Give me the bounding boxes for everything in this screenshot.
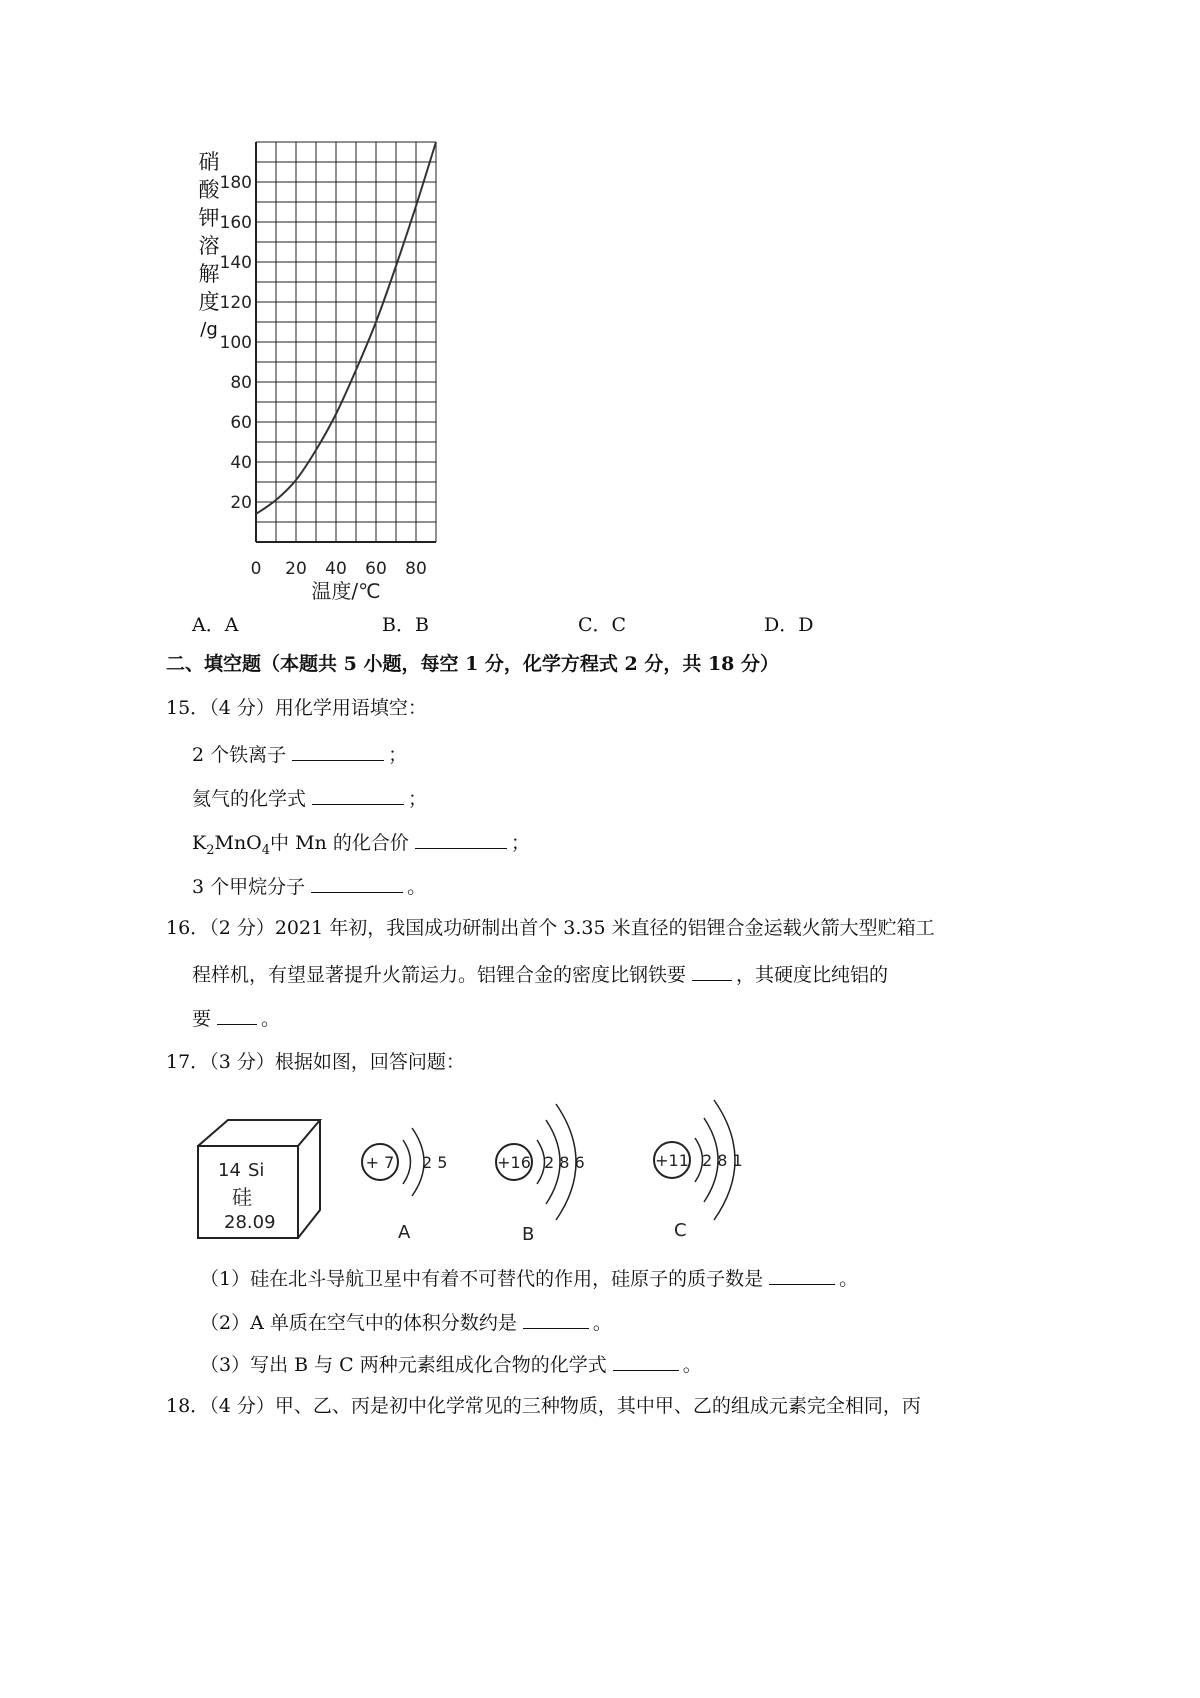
y-label-char: 解: [198, 262, 220, 286]
q16-line-2: 程样机，有望显著提升火箭运力。铝锂合金的密度比钢铁要 ，其硬度比纯铝的: [192, 964, 889, 986]
section-heading: 二、填空题（本题共 5 小题，每空 1 分，化学方程式 2 分，共 18 分）: [166, 653, 780, 675]
element-name: 硅: [232, 1185, 252, 1209]
answer-blank[interactable]: [613, 1352, 679, 1371]
q15-line-4: 3 个甲烷分子 。: [192, 876, 427, 898]
q17-stem: 17．（3 分）根据如图，回答问题：: [166, 1051, 465, 1073]
x-tick-label: 40: [325, 559, 347, 579]
answer-blank[interactable]: [217, 1006, 257, 1025]
q17-sub-1: （1）硅在北斗导航卫星中有着不可替代的作用，硅原子的质子数是 。: [200, 1268, 859, 1290]
element-symbol: Si: [248, 1160, 265, 1181]
option-d: D．D: [764, 614, 814, 636]
y-tick-label: 160: [220, 213, 252, 233]
y-label-char: 钾: [198, 206, 220, 230]
electron-shell-arc: [403, 1140, 411, 1184]
y-axis-label: [196, 148, 222, 344]
atom-label: C: [674, 1220, 687, 1241]
y-label-char: /g: [200, 319, 218, 340]
x-tick-label: 0: [250, 559, 262, 579]
q17-sub-3: （3）写出 B 与 C 两种元素组成化合物的化学式 。: [200, 1354, 702, 1376]
q18-line-1: 18．（4 分）甲、乙、丙是初中化学常见的三种物质，其中甲、乙的组成元素完全相同，丙: [166, 1395, 921, 1417]
nucleus-charge: +11: [655, 1151, 689, 1170]
y-tick-label: 100: [220, 333, 252, 353]
electron-configuration: 2 5: [422, 1153, 448, 1172]
y-tick-label: 180: [220, 173, 252, 193]
element-number: 14: [218, 1160, 241, 1181]
answer-blank[interactable]: [311, 874, 403, 893]
answer-blank[interactable]: [312, 786, 404, 805]
q15-line-1: 2 个铁离子 ；: [192, 744, 408, 766]
nucleus-charge: + 7: [365, 1153, 395, 1172]
y-tick-label: 40: [230, 453, 252, 473]
option-b: B．B: [382, 614, 429, 636]
electron-configuration: 2 8 1: [702, 1151, 743, 1170]
atom-label: B: [522, 1224, 535, 1245]
q16-line-3: 要 。: [192, 1008, 281, 1030]
q15-line-2: 氦气的化学式 ；: [192, 788, 428, 810]
y-label-char: 酸: [198, 178, 220, 202]
option-a: A．A: [192, 614, 239, 636]
q16-line-1: 16．（2 分）2021 年初，我国成功研制出首个 3.35 米直径的铝锂合金运载火箭大型贮箱工: [166, 917, 935, 939]
element-mass: 28.09: [224, 1212, 276, 1233]
x-tick-label: 60: [365, 559, 387, 579]
y-label-char: 度: [198, 290, 220, 314]
answer-blank[interactable]: [415, 830, 507, 849]
y-tick-label: 60: [230, 413, 252, 433]
solubility-chart: [220, 130, 460, 600]
atom-b-diagram: [496, 1104, 585, 1245]
option-c: C．C: [578, 614, 627, 636]
y-tick-label: 120: [220, 293, 252, 313]
q17-sub-2: （2）A 单质在空气中的体积分数约是 。: [200, 1312, 612, 1334]
y-label-char: 硝: [198, 150, 220, 174]
answer-blank[interactable]: [292, 742, 384, 761]
answer-blank[interactable]: [769, 1266, 835, 1285]
solubility-curve: [256, 142, 436, 514]
cube-side-face: [298, 1120, 320, 1238]
y-tick-label: 80: [230, 373, 252, 393]
electron-configuration: 2 8 6: [544, 1153, 585, 1172]
atom-label: A: [398, 1222, 411, 1243]
q15-stem: 15．（4 分）用化学用语填空：: [166, 697, 427, 719]
q15-line-3: $K_2MnO_4$中 Mn 的化合价 ；: [192, 832, 530, 858]
answer-blank[interactable]: [523, 1310, 589, 1329]
y-tick-label: 140: [220, 253, 252, 273]
nucleus-charge: +16: [497, 1153, 531, 1172]
answer-blank[interactable]: [692, 962, 732, 981]
x-tick-label: 80: [405, 559, 427, 579]
y-label-char: 溶: [198, 234, 220, 258]
cube-top-face: [198, 1120, 320, 1146]
y-tick-label: 20: [230, 493, 252, 513]
x-axis-label: 温度/℃: [311, 579, 381, 600]
atom-a-diagram: [362, 1128, 447, 1243]
atom-c-diagram: [654, 1100, 743, 1241]
q17-figure: [190, 1090, 790, 1250]
x-tick-label: 20: [285, 559, 307, 579]
